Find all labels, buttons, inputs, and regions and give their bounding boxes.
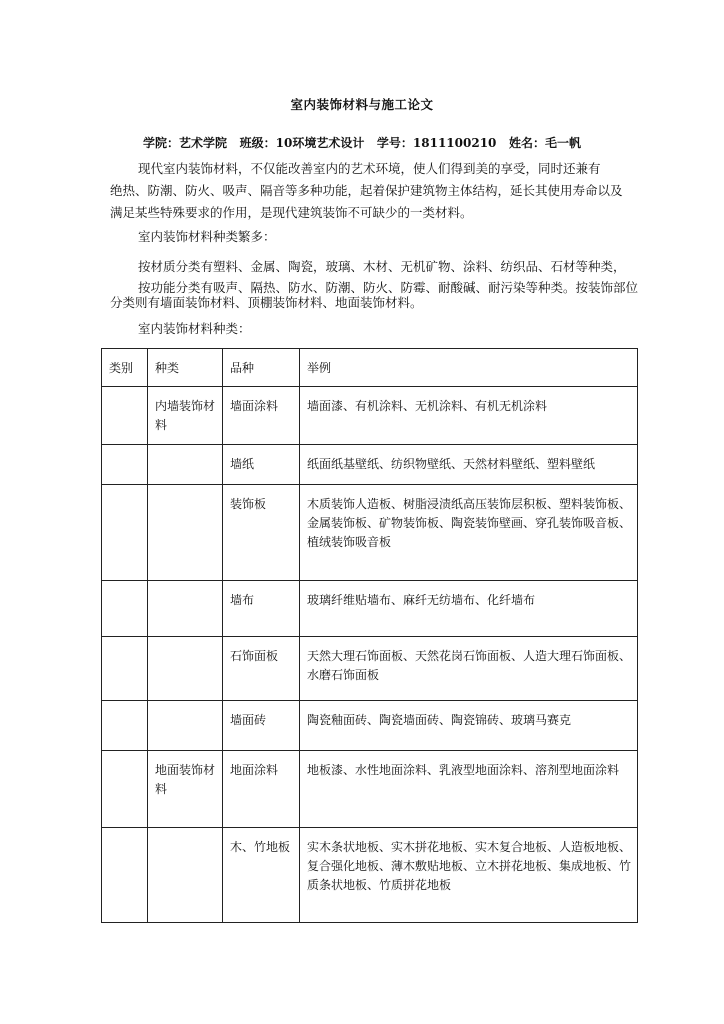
cell-kind bbox=[148, 445, 223, 485]
cell-category bbox=[102, 445, 148, 485]
header-kind: 种类 bbox=[148, 349, 223, 387]
class-value: 10环境艺术设计 bbox=[275, 136, 365, 150]
cell-category bbox=[102, 637, 148, 701]
cell-category bbox=[102, 581, 148, 637]
cell-example: 天然大理石饰面板、天然花岗石饰面板、人造大理石饰面板、水磨石饰面板 bbox=[300, 637, 638, 701]
cell-example: 地板漆、水性地面涂料、乳液型地面涂料、溶剂型地面涂料 bbox=[300, 751, 638, 828]
cell-variety: 木、竹地板 bbox=[223, 828, 300, 923]
intro-line-2: 绝热、防潮、防火、吸声、隔音等多种功能，起着保护建筑物主体结构，延长其使用寿命以及 bbox=[110, 183, 623, 198]
author-info bbox=[0, 134, 724, 151]
cell-variety: 装饰板 bbox=[223, 485, 300, 581]
college-label: 学院： bbox=[143, 136, 180, 150]
student-id-label: 学号： bbox=[376, 136, 413, 150]
cell-kind bbox=[148, 828, 223, 923]
table-row bbox=[102, 387, 638, 445]
cell-kind bbox=[148, 485, 223, 581]
function-line-2: 分类则有墙面装饰材料、顶棚装饰材料、地面装饰材料。 bbox=[110, 295, 423, 310]
cell-variety: 墙纸 bbox=[223, 445, 300, 485]
function-line-1: 按功能分类有吸声、隔热、防水、防潮、防火、防霉、耐酸碱、耐污染等种类。按装饰部位 bbox=[138, 280, 639, 295]
name-label: 姓名： bbox=[508, 136, 545, 150]
cell-variety: 墙面砖 bbox=[223, 701, 300, 751]
cell-category bbox=[102, 485, 148, 581]
cell-example: 木质装饰人造板、树脂浸渍纸高压装饰层积板、塑料装饰板、金属装饰板、矿物装饰板、陶瓷装饰壁画、穿孔装饰吸音板、植绒装饰吸音板 bbox=[300, 485, 638, 581]
table-row bbox=[102, 637, 638, 701]
table-header-row bbox=[102, 349, 638, 387]
table-row bbox=[102, 581, 638, 637]
cell-example: 墙面漆、有机涂料、无机涂料、有机无机涂料 bbox=[300, 387, 638, 445]
cell-variety: 墙布 bbox=[223, 581, 300, 637]
cell-variety: 墙面涂料 bbox=[223, 387, 300, 445]
intro-line-1: 现代室内装饰材料，不仅能改善室内的艺术环境，使人们得到美的享受，同时还兼有 bbox=[138, 161, 601, 176]
function-classification bbox=[110, 280, 639, 310]
cell-example: 陶瓷釉面砖、陶瓷墙面砖、陶瓷锦砖、玻璃马赛克 bbox=[300, 701, 638, 751]
cell-category bbox=[102, 701, 148, 751]
intro-paragraph bbox=[110, 158, 630, 224]
student-id-value: 1811100210 bbox=[412, 136, 497, 150]
table-row bbox=[102, 828, 638, 923]
cell-kind bbox=[148, 701, 223, 751]
cell-variety: 地面涂料 bbox=[223, 751, 300, 828]
cell-category bbox=[102, 387, 148, 445]
name-value: 毛一帆 bbox=[544, 136, 581, 150]
header-example: 举例 bbox=[300, 349, 638, 387]
cell-kind: 地面装饰材料 bbox=[148, 751, 223, 828]
table-row bbox=[102, 485, 638, 581]
types-intro: 室内装饰材料种类繁多： bbox=[138, 229, 276, 244]
cell-example: 实木条状地板、实木拼花地板、实木复合地板、人造板地板、复合强化地板、薄木敷贴地板、立木拼花地板、集成地板、竹质条状地板、竹质拼花地板 bbox=[300, 828, 638, 923]
class-label: 班级： bbox=[239, 136, 276, 150]
material-classification: 按材质分类有塑料、金属、陶瓷，玻璃、木材、无机矿物、涂料、纺织品、石材等种类， bbox=[138, 259, 626, 274]
header-category: 类别 bbox=[102, 349, 148, 387]
table-row bbox=[102, 445, 638, 485]
cell-kind bbox=[148, 581, 223, 637]
cell-kind: 内墙装饰材料 bbox=[148, 387, 223, 445]
cell-example: 纸面纸基壁纸、纺织物壁纸、天然材料壁纸、塑料壁纸 bbox=[300, 445, 638, 485]
cell-kind bbox=[148, 637, 223, 701]
college-value: 艺术学院 bbox=[179, 136, 228, 150]
page-title: 室内装饰材料与施工论文 bbox=[290, 97, 434, 112]
cell-category bbox=[102, 751, 148, 828]
materials-table bbox=[101, 348, 638, 923]
header-variety: 品种 bbox=[223, 349, 300, 387]
table-row bbox=[102, 701, 638, 751]
cell-variety: 石饰面板 bbox=[223, 637, 300, 701]
cell-category bbox=[102, 828, 148, 923]
cell-example: 玻璃纤维贴墙布、麻纤无纺墙布、化纤墙布 bbox=[300, 581, 638, 637]
intro-line-3: 满足某些特殊要求的作用，是现代建筑装饰不可缺少的一类材料。 bbox=[110, 205, 473, 220]
table-row bbox=[102, 751, 638, 828]
types-table-caption: 室内装饰材料种类： bbox=[138, 321, 251, 336]
